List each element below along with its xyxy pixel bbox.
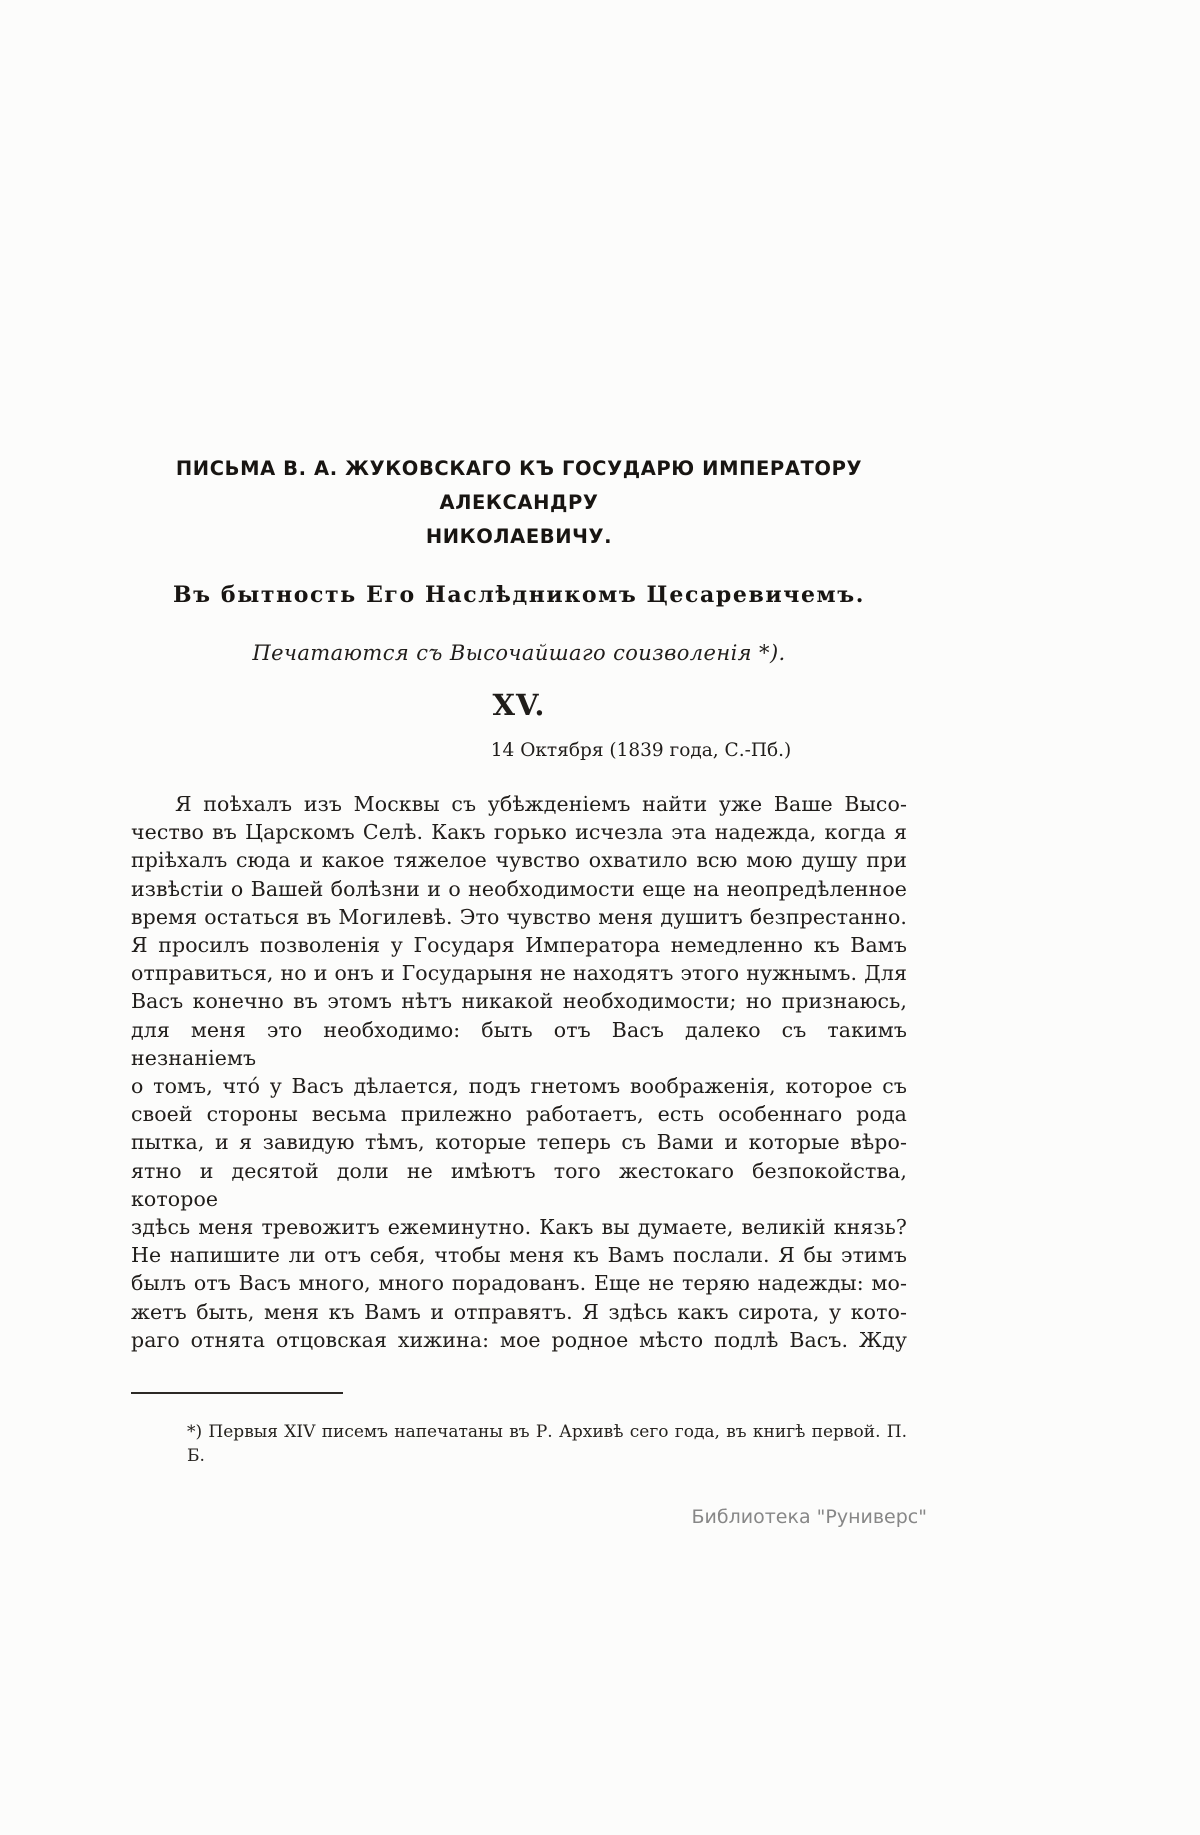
body-text-line: время остаться въ Могилевѣ. Это чувство меня душитъ безпрестанно. [131, 904, 907, 929]
body-text-line: пытка, и я завидую тѣмъ, которые теперь съ Вами и которые вѣро- [131, 1130, 907, 1155]
body-text-line: отправиться, но и онъ и Государыня не находятъ этого нужнымъ. Для [131, 961, 907, 986]
body-text-line: своей стороны весьма прилежно работаетъ, есть особеннаго рода [131, 1102, 907, 1127]
body-text-line: раго отнята отцовская хижина: мое родное мѣсто подлѣ Васъ. Жду [131, 1327, 907, 1352]
body-text-line: извѣстіи о Вашей болѣзни и о необходимости еще на неопредѣленное [131, 876, 907, 901]
body-text-line: Не напишите ли отъ себя, чтобы меня къ Вамъ послали. Я бы этимъ [131, 1243, 907, 1268]
page-title [131, 452, 907, 554]
library-watermark: Библиотека "Руниверс" [691, 1506, 927, 1528]
footnote: *) Первыя XIV писемъ напечатаны въ Р. Архивѣ сего года, въ книгѣ первой. П. Б. [187, 1422, 907, 1467]
body-text-line: пріѣхалъ сюда и какое тяжелое чувство охватило всю мою душу при [131, 848, 907, 873]
body-text-line: для меня это необходимо: быть отъ Васъ далеко съ такимъ незнаніемъ [131, 1017, 907, 1070]
body-text-line: Я просилъ позволенія у Государя Императора немедленно къ Вамъ [131, 933, 907, 958]
letter-body [131, 790, 907, 1354]
body-text-line: Васъ конечно въ этомъ нѣтъ никакой необходимости; но признаюсь, [131, 989, 907, 1014]
body-text-line: здѣсь меня тревожитъ ежеминутно. Какъ вы думаете, великій князь? [131, 1215, 907, 1240]
letter-number: XV. [492, 688, 546, 722]
page-title-line-2: НИКОЛАЕВИЧУ. [425, 525, 613, 548]
body-text-line: жетъ быть, меня къ Вамъ и отправятъ. Я здѣсь какъ сирота, у кото- [131, 1299, 907, 1324]
body-text-line: о томъ, что́ у Васъ дѣлается, подъ гнетомъ воображенія, которое съ [131, 1074, 907, 1099]
body-text-line: Я поѣхалъ изъ Москвы съ убѣжденіемъ найти уже Ваше Высо- [175, 792, 907, 816]
dateline: 14 Октября (1839 года, С.-Пб.) [490, 740, 792, 761]
footnote-divider [131, 1392, 343, 1394]
page-title-line-1: ПИСЬМА В. А. ЖУКОВСКАГО КЪ ГОСУДАРЮ ИМПЕРАТОРУ АЛЕКСАНДРУ [175, 457, 863, 514]
body-text-line: ятно и десятой доли не имѣютъ того жестокаго безпокойства, которое [131, 1158, 907, 1211]
subtitle: Въ бытность Его Наслѣдникомъ Цесаревичемъ. [172, 582, 865, 608]
body-text-line: былъ отъ Васъ много, много порадованъ. Еще не теряю надежды: мо- [131, 1271, 907, 1296]
body-text-line: чество въ Царскомъ Селѣ. Какъ горько исчезла эта надежда, когда я [131, 820, 907, 845]
text-column [131, 0, 907, 1468]
imprint-note: Печатаются съ Высочайшаго соизволенія *). [252, 641, 786, 665]
